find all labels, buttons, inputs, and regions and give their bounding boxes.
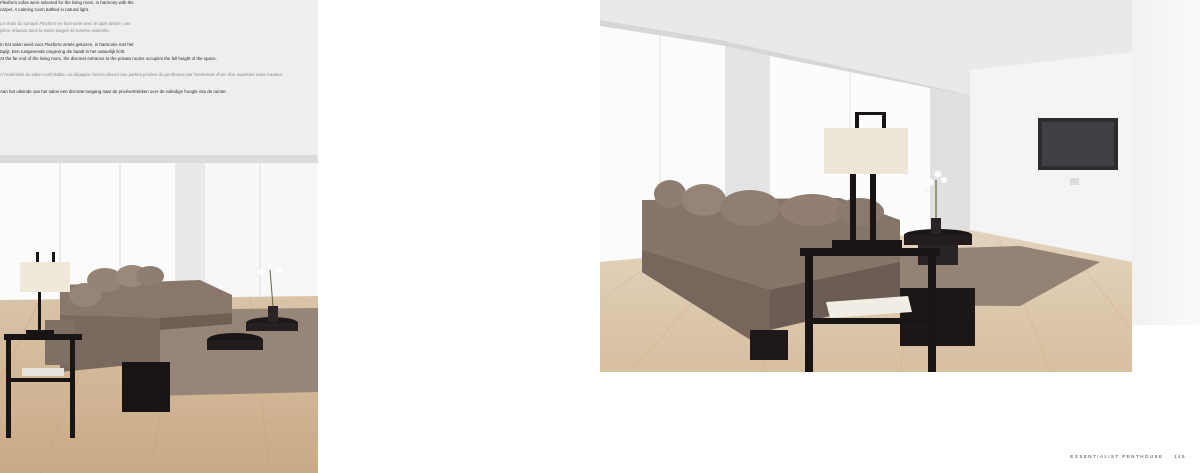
caption-right-dutch: Aan het uiteinde van het salon een discrete toegang naar de privévertrekken over de volledige hoogte van de ruimte. <box>0 88 227 94</box>
caption-text: sofas were selected for the living room, in harmony with the carpet. A calming room bathed in natural light. <box>0 0 134 12</box>
caption-text: In het salon werd voor <box>0 42 45 48</box>
caption-left-english <box>0 0 140 13</box>
living-room-photo-left <box>0 0 318 473</box>
caption-left-french <box>0 21 140 34</box>
caption-right-english: At the far end of the living room, the discreet entrance to the private rooms occupies the full height of the space. <box>0 55 217 61</box>
white-wall-panel <box>1132 0 1200 325</box>
caption-left <box>0 0 140 56</box>
caption-text: Le choix du canapé <box>0 21 40 27</box>
caption-right <box>0 56 300 96</box>
book-title: ESSENTIALIST PENTHOUSE <box>1070 454 1164 459</box>
caption-text: en harmonie avec le tapis désiré, une pièce relaxant dans le salon baigné de lumière naturelle. <box>0 21 131 33</box>
caption-left-dutch <box>0 42 140 55</box>
page-number: 145 <box>1174 454 1186 459</box>
caption-text: -zetels gekozen, in harmonie met het tapijt. Een rustgevende omgeving die baadt in het natuurlijk licht. <box>0 42 134 54</box>
page-footer <box>1070 454 1186 459</box>
brand-name: Flexform <box>0 0 18 5</box>
living-room-photo-right <box>600 0 1132 372</box>
brand-name: Flexform <box>44 42 62 48</box>
brand-name: Flexform <box>39 21 57 27</box>
caption-right-french: À l'extrémité du salon confortable, un dégagée l'accès discret aux parties privées du penthouse par l'entremise d'une ébe ouverture toute hauteur. <box>0 72 284 78</box>
